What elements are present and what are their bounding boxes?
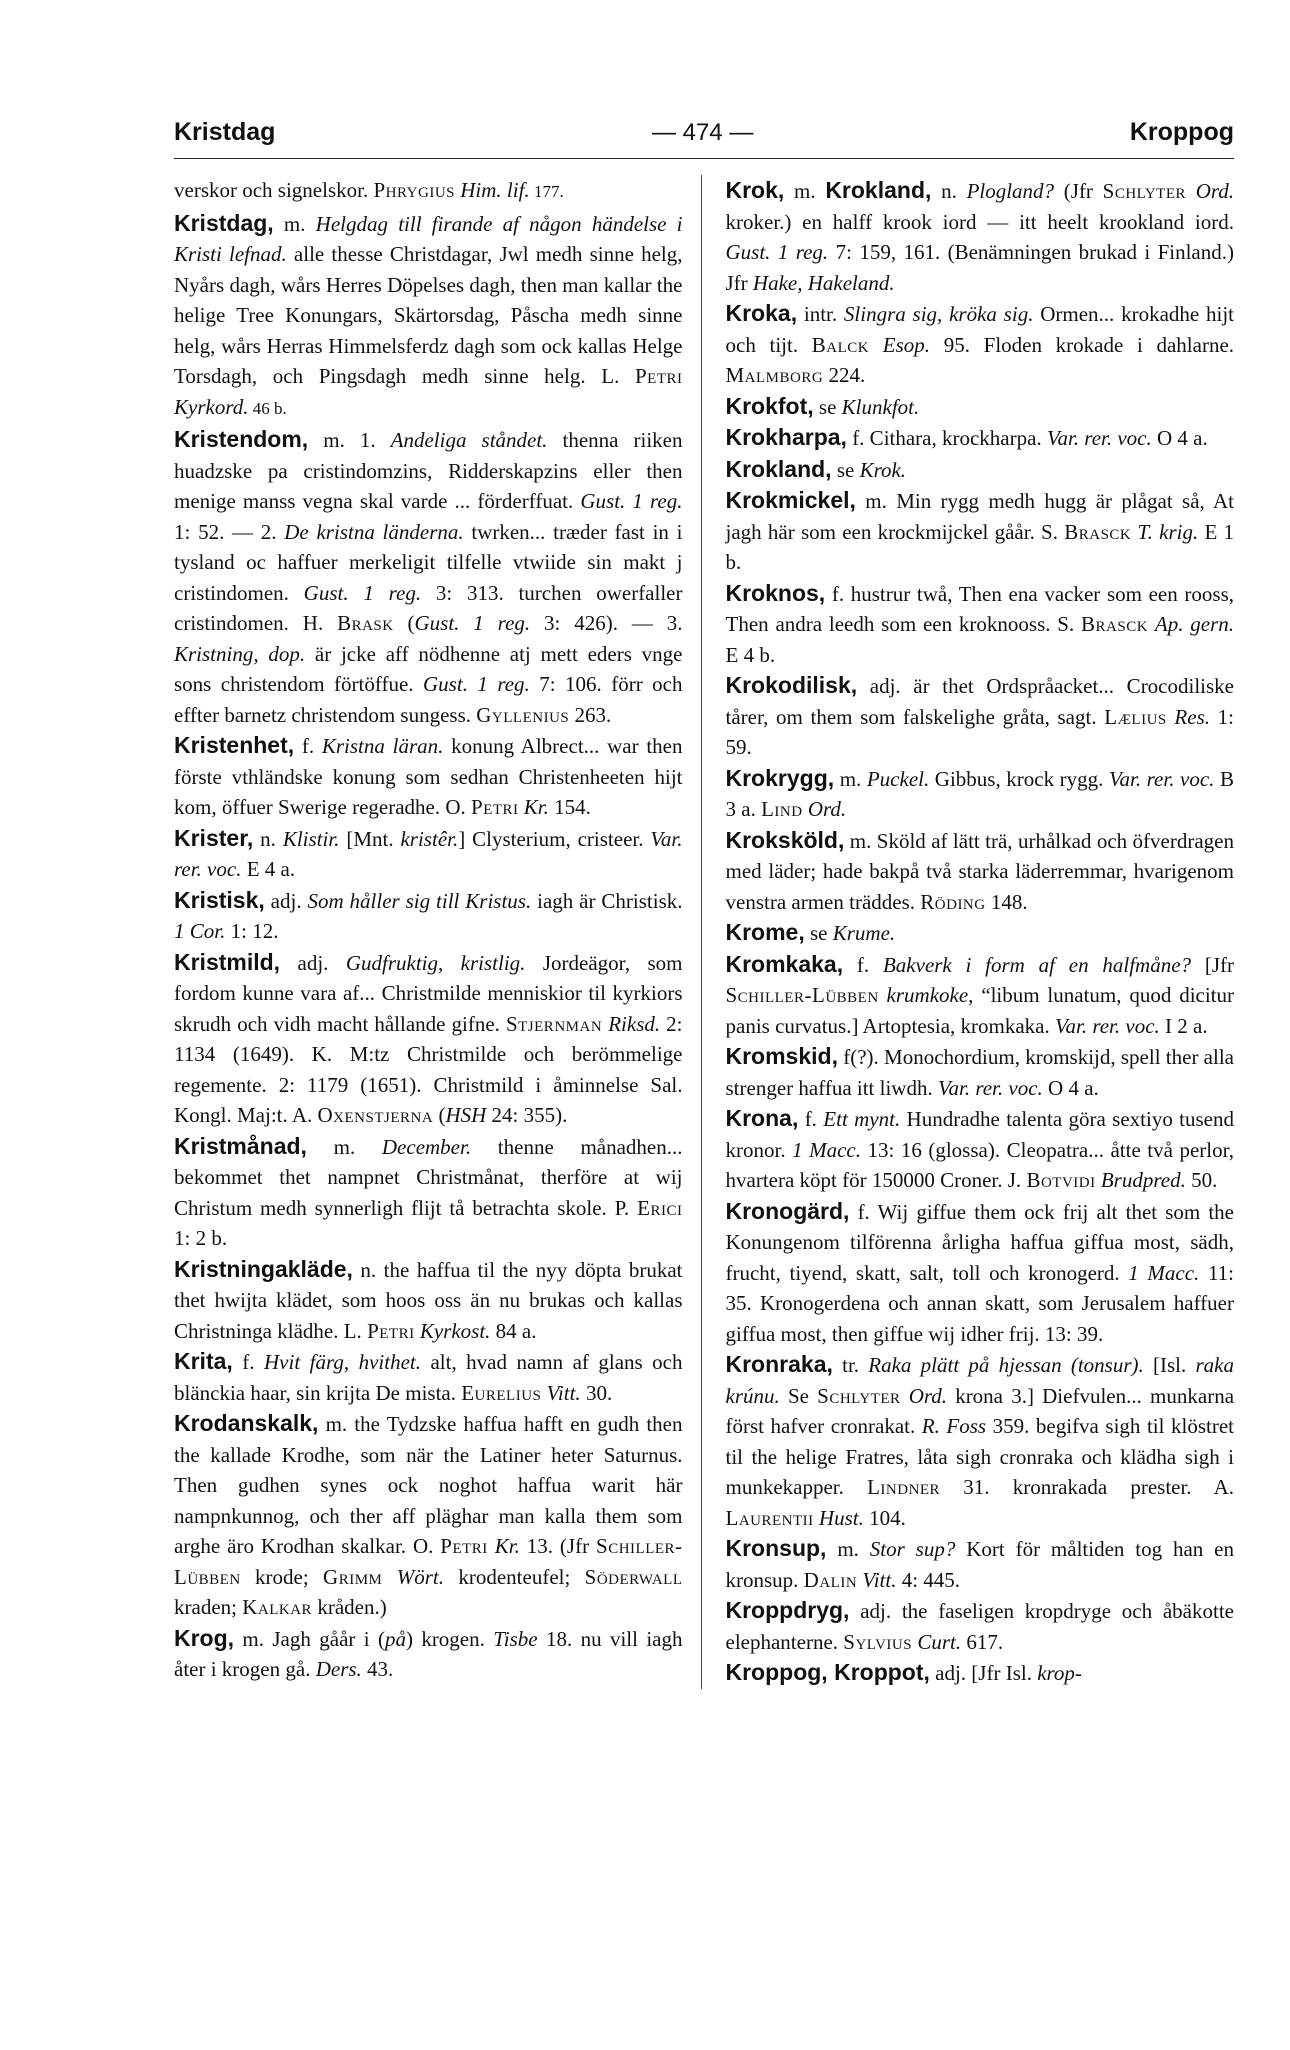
entry-text: kråden.) (312, 1595, 387, 1619)
entry-text: n. (253, 826, 283, 851)
entry-text: Schiller-Lübben (174, 1534, 683, 1589)
entry-text: 18. nu vill iagh åter i krogen gå. (174, 1626, 683, 1681)
entry-text: 11: 35. Kronogerdena och annan skatt, som Jerusalem haffuer giffua most, then giffue wij idher frij. 13: 39. (725, 1260, 1235, 1346)
dictionary-entry (726, 298, 1235, 391)
entry-text: Hundradhe talenta göra sextiyo tusend kronor. (725, 1107, 1234, 1162)
entry-text: tr. (832, 1353, 869, 1377)
entry-text: kristêr. (400, 826, 459, 851)
entry-text: E 4 a. (241, 857, 296, 881)
entry-text: Gust. 1 reg. (423, 672, 530, 696)
entry-text: E 4 b. (725, 642, 776, 667)
headword: Krokland, (725, 455, 832, 482)
entry-text: Slingra sig, kröka sig. (843, 302, 1034, 326)
entry-text: konung Albrect... war then förste vthländske konung som sedhan Christenheeten hijt kom, öffuer Swerige regeradhe. O. (174, 734, 683, 819)
entry-text: [Mnt. (339, 826, 401, 851)
headword: Kristningakläde, (174, 1255, 353, 1282)
entry-text: Petri (367, 1318, 415, 1343)
entry-text: Ord. (1195, 179, 1235, 203)
entry-text: m. (273, 211, 316, 236)
entry-text: 224. (823, 363, 866, 387)
dictionary-entry (726, 1349, 1235, 1533)
running-head (174, 118, 1234, 150)
entry-text: Tisbe (493, 1626, 538, 1651)
headword: Kroknos, (725, 579, 826, 606)
entry-text: f. (232, 1350, 264, 1374)
dictionary-entry (174, 823, 683, 885)
entry-text: Hvit färg, hvithet. (264, 1350, 421, 1374)
entry-text: Kort för måltiden tog han en kronsup. (725, 1537, 1234, 1592)
entry-text: f. (798, 1107, 824, 1131)
entry-text: HSH (445, 1103, 487, 1127)
entry-text: adj. är thet Ordspråacket... Crocodiliske tårer, om them som falskelighe gråta, sagt. (725, 674, 1234, 729)
entry-text (488, 1534, 495, 1558)
entry-text: m. Sköld af lätt trä, urhålkad och öfverdragen med läder; hade bakpå två starka läderremmar, hvarigenom venstra armen träddes. (725, 828, 1234, 914)
entry-text: Schlyter (1102, 179, 1186, 203)
entry-text: Kr. (523, 795, 549, 819)
entry-text: (Jfr (1054, 179, 1103, 203)
entry-text (1148, 612, 1155, 636)
dictionary-entry (174, 885, 683, 947)
entry-text: krode; (240, 1564, 324, 1589)
entry-text: 1 Macc. (1128, 1260, 1200, 1285)
dictionary-entry (726, 485, 1235, 578)
dictionary-entry (726, 825, 1235, 918)
dictionary-entry (726, 949, 1235, 1042)
entry-text: Esop. (882, 332, 931, 357)
entry-text: ( (393, 611, 415, 635)
entry-text: Eurelius (461, 1380, 542, 1405)
entry-text: kroker.) en halff krook iord — itt heelt krookland iord. (725, 209, 1234, 234)
entry-text: 43. (361, 1657, 394, 1681)
entry-text: 148. (985, 889, 1028, 914)
dictionary-entry (174, 1346, 683, 1408)
headword: Kroppog, Kroppot, (725, 1659, 930, 1685)
headword: Kromkaka, (725, 950, 844, 977)
entry-text: m. (306, 1134, 382, 1159)
entry-text: Raka plätt på hjessan (tonsur). (868, 1353, 1144, 1377)
entry-text: Res. (1174, 704, 1210, 729)
dictionary-entry (726, 1595, 1235, 1657)
entry-text: Lælius (1104, 704, 1167, 729)
dictionary-entry (174, 947, 683, 1131)
entry-text: krodenteufel; (444, 1564, 585, 1589)
entry-text: 2: 1134 (1649). K. M:tz Christmilde och berömmelige regemente. 2: 1179 (1651). Christmild i åminnelse Sal. Kongl. Maj:t. A. (174, 1011, 683, 1127)
entry-text: Var. rer. voc. (1055, 1013, 1160, 1038)
entry-text: alt, hvad namn af glans och blänckia haar, sin krijta De mista. (174, 1350, 683, 1405)
entry-text: Kyrkord. (174, 394, 249, 419)
entry-text: Gust. 1 reg. (580, 489, 683, 513)
dictionary-entry (726, 1657, 1235, 1689)
headword: Kristendom, (174, 426, 309, 452)
entry-text: Grimm (323, 1564, 383, 1589)
entry-text: Ormen... krokadhe hijt och tijt. (725, 302, 1235, 357)
dictionary-entry (726, 454, 1235, 486)
entry-text: är jcke aff nödhenne atj mett eders vnge sons christendom förtöffue. (174, 641, 683, 696)
entry-text: thenne månadhen... bekommet thet nampnet Christmånat, therföre at wij Christum medh synnerligh flijt tå betrachta skole. P. (174, 1134, 683, 1220)
left-column (174, 175, 701, 1689)
entry-text: Plogland? (966, 179, 1055, 203)
entry-text: Erici (637, 1195, 683, 1220)
entry-text: Lind (761, 797, 803, 821)
header-left-guideword: Kristdag (174, 118, 276, 146)
entry-text: m. Min rygg medh hugg är plågat så, At jagh här som een krockmijckel gåår. S. (725, 489, 1234, 544)
entry-text: Botvidi (1026, 1168, 1096, 1192)
entry-text: Sylvius (843, 1629, 913, 1654)
entry-text: De kristna länderna. (284, 519, 464, 544)
entry-text: Wört. (396, 1564, 444, 1589)
entry-text: Kristna läran. (321, 734, 444, 758)
entry-text: 7: 159, 161. (Benämningen brukad i Finland.) Jfr (725, 240, 1234, 295)
headword: Kronogärd, (725, 1197, 850, 1224)
entry-text: adj. (264, 888, 308, 913)
headword: Kristmild, (174, 948, 281, 975)
entry-text: 1: 2 b. (174, 1226, 228, 1250)
entry-text: Vitt. (546, 1380, 581, 1405)
headword: Krokmickel, (725, 487, 856, 513)
entry-text: Brudpred. (1100, 1168, 1186, 1192)
entry-text: Gust. 1 reg. (725, 240, 829, 264)
entry-text: m. (826, 1537, 870, 1561)
headword: Krog, (174, 1624, 235, 1651)
entry-text: 7: 106. förr och effter barnetz christendom sungess. (174, 672, 683, 727)
entry-text: Dalin (803, 1567, 858, 1592)
entry-text: 359. begifva sigh til klöstret til the helige Fratres, låta sigh cronraka och klädha sigh i munkekapper. (725, 1414, 1234, 1499)
entry-text: Brasck (1064, 519, 1132, 544)
headword: Krokrygg, (725, 764, 835, 791)
dictionary-entry (726, 1041, 1235, 1103)
entry-text (382, 1565, 396, 1589)
entry-text: f. (843, 952, 883, 977)
entry-text: R. Foss (921, 1414, 987, 1438)
entry-text: Krume. (832, 921, 896, 945)
entry-text: kraden; (174, 1595, 243, 1619)
columns (174, 175, 1234, 1689)
entry-text: krop- (1037, 1661, 1082, 1685)
entry-text: E 1 b. (725, 519, 1235, 574)
entry-text: 84 a. (490, 1318, 537, 1343)
entry-text (869, 333, 883, 357)
entry-text: Stor sup? (869, 1537, 956, 1561)
entry-text: 1 Macc. (792, 1137, 861, 1162)
headword: Kristisk, (174, 886, 265, 913)
entry-text: Phrygius (373, 178, 456, 202)
dictionary-entry (726, 1533, 1235, 1595)
entry-text: 617. (961, 1629, 1004, 1654)
entry-text: f. Cithara, krockharpa. (846, 426, 1047, 450)
headword: Krodanskalk, (174, 1410, 319, 1436)
headword: Kristmånad, (174, 1132, 307, 1159)
dictionary-entry (174, 1131, 683, 1254)
entry-text: m. Jagh gåår i ( (234, 1626, 385, 1651)
entry-text: Brasck (1081, 612, 1149, 636)
entry-text: Hust. (818, 1505, 864, 1530)
entry-text: Krok. (859, 457, 907, 482)
headword: Krona, (725, 1105, 799, 1131)
entry-text: 104. (863, 1505, 906, 1530)
headword: Kroksköld, (725, 826, 845, 853)
headword: Krome, (725, 919, 805, 945)
entry-text: Petri (440, 1534, 488, 1558)
entry-text: se (804, 921, 833, 945)
entry-text: 4: 445. (896, 1567, 961, 1592)
entry-text: 3: 426). — 3. (530, 611, 683, 635)
dictionary-entry (174, 1254, 683, 1347)
entry-text: 13. (Jfr (519, 1534, 597, 1558)
entry-text: f. (294, 734, 322, 758)
dictionary-entry (174, 1408, 683, 1623)
headword: Kronsup, (725, 1535, 827, 1561)
entry-text: Ord. (807, 797, 847, 821)
right-column (701, 175, 1235, 1689)
headword: Krokland, (825, 177, 932, 203)
entry-text: 154. (548, 795, 591, 819)
entry-text: Puckel. (866, 766, 930, 791)
entry-text: m. (784, 179, 826, 203)
entry-text: Andeliga ståndet. (390, 428, 548, 452)
entry-text: på (384, 1626, 406, 1651)
entry-text: Klistir. (282, 826, 340, 851)
entry-text: Ord. (908, 1383, 947, 1408)
entry-text: O 4 a. (1151, 426, 1208, 450)
entry-text: Röding (920, 889, 986, 914)
entry-text: Kalkar (242, 1595, 313, 1619)
dictionary-entry (174, 208, 683, 425)
headword: Krok, (725, 177, 785, 203)
entry-text: 177. (529, 182, 564, 201)
entry-text: Var. rer. voc. (1046, 426, 1152, 450)
entry-text: 95. Floden krokade i dahlarne. (930, 332, 1235, 357)
entry-text: thenna riiken huadzske pa cristindomzins, Ridderskapzins eller then menige manss vegna skal varde ... förderffuat. (174, 428, 683, 513)
entry-text: Him. lif. (460, 178, 530, 202)
entry-text (900, 1384, 908, 1408)
entry-text: Gust. 1 reg. (414, 611, 531, 635)
entry-text: Klunkfot. (841, 394, 920, 419)
entry-text (1186, 179, 1196, 203)
entry-text: adj. the faseligen kropdryge och åbäkotte elephanterne. (725, 1599, 1234, 1654)
entry-text: “libum lunatum, quod dicitur panis curvatus.] Artoptesia, kromkaka. (725, 983, 1235, 1038)
entry-text: 263. (569, 702, 612, 727)
entry-text: se (831, 457, 860, 482)
dictionary-entry (726, 422, 1235, 454)
entry-text: m. 1. (308, 428, 391, 452)
entry-text: Brask (337, 611, 394, 635)
entry-text: Vitt. (862, 1567, 897, 1592)
dictionary-entry (726, 917, 1235, 949)
entry-text: Kristning, dop. (174, 641, 306, 666)
header-rule (174, 158, 1234, 159)
entry-text: Se (779, 1383, 818, 1408)
dictionary-entry (174, 1623, 683, 1685)
entry-text: 31. kronrakada prester. A. (940, 1475, 1234, 1499)
entry-text: 30. (580, 1380, 613, 1405)
entry-text: intr. (797, 302, 844, 326)
entry-text: 1 Cor. (174, 919, 226, 943)
entry-text: 50. (1185, 1168, 1218, 1192)
entry-text: Jordeägor, som fordom kunne vara af... Christmilde menniskior til kyrkiors skrudh och vidh macht hållande gifne. (174, 950, 683, 1036)
entry-text: 3: 313. turchen owerfaller cristindomen. H. (174, 580, 683, 635)
entry-text: ( (433, 1103, 446, 1127)
entry-text: se (813, 394, 842, 419)
entry-text: [Isl. (1143, 1353, 1196, 1377)
entry-text: f. hustrur twå, Then ena vacker som een rooss, Then andra leedh som een kroknooss. S. (725, 581, 1234, 636)
entry-text: [Jfr (1191, 952, 1234, 977)
entry-text (879, 983, 887, 1007)
entry-text: 1: 59. (725, 704, 1234, 759)
dictionary-entry (726, 578, 1235, 671)
headword: Krokodilisk, (725, 672, 858, 698)
headword: Kroka, (725, 300, 798, 326)
entry-text: Schiller-Lübben (725, 983, 879, 1007)
entry-text: adj. [Jfr Isl. (929, 1661, 1038, 1685)
entry-text: T. krig. (1137, 519, 1199, 544)
headword: Krokfot, (725, 392, 814, 419)
entry-text: Ders. (315, 1657, 362, 1681)
dictionary-entry (174, 424, 683, 730)
entry-text: alle thesse Christdagar, Jwl medh sinne helg, Nyårs dagh, wårs Herres Döpelses dagh, then man kallar the helige Tree Konungars, Skärtorsdag, Påscha medh sinne helg, wårs Herras Himmelsferdz dagh som ock kallas Helge Torsdagh, och Pingsdagh medh sinne helg. L. (174, 242, 683, 388)
dictionary-entry (174, 730, 683, 823)
entry-text: ] Clysterium, cristeer. (458, 826, 651, 851)
entry-text: m. the Tydzske haffua hafft en gudh then the kallade Krodhe, som när the Latiner heter Saturnus. Then gudhen synes ock noghot haffua warit här nampnkunnog, och ther aff pläghar man kalla them som arghe äro Krodhan skalkar. O. (174, 1412, 683, 1558)
entry-text: iagh är Christisk. (531, 888, 683, 913)
entry-text: O 4 a. (1042, 1075, 1099, 1100)
entry-text: 46 b. (248, 398, 287, 418)
entry-text: twrken... træder fast in i tysland oc haffuer merkeligit tilfelle vtwiide sin makt j cristindomen. (174, 519, 683, 605)
header-right-guideword: Kroppog (1129, 118, 1234, 146)
entry-text: n. the haffua til the nyy döpta brukat thet hwijta klädet, som hoos oss än nu brukas och kallas Christninga klädhe. L. (174, 1257, 683, 1343)
headword: Krokharpa, (725, 424, 847, 450)
dictionary-entry (174, 175, 683, 208)
entry-text: Hake, Hakeland. (752, 270, 895, 295)
page-number: — 474 — (651, 119, 754, 146)
entry-text: Var. rer. voc. (1108, 766, 1215, 791)
headword: Krister, (174, 824, 254, 851)
headword: Kristdag, (174, 209, 274, 236)
entry-text: verskor och signelskor. (174, 178, 374, 202)
entry-text: Var. rer. voc. (174, 826, 683, 881)
entry-text: Var. rer. voc. (937, 1075, 1043, 1100)
entry-text: December. (381, 1134, 472, 1159)
entry-text: krumkoke, (886, 983, 974, 1007)
entry-text: Stjernman (505, 1011, 603, 1036)
headword: Kromskid, (725, 1043, 838, 1069)
entry-text: Bakverk i form af en halfmåne? (882, 952, 1192, 977)
entry-text: f(?). Monochordium, kromskijd, spell ther alla strenger haffua itt liwdh. (725, 1045, 1234, 1100)
entry-text: ) krogen. (405, 1626, 494, 1651)
entry-text: Riksd. (608, 1011, 661, 1036)
entry-text: adj. (280, 950, 346, 975)
entry-text: 13: 16 (glossa). Cleopatra... åtte två perlor, hvartera köpt för 150000 Croner. J. (725, 1137, 1235, 1192)
headword: Krita, (174, 1348, 233, 1374)
headword: Kronraka, (725, 1351, 833, 1377)
headword: Kroppdryg, (725, 1597, 850, 1623)
entry-text: Curt. (917, 1629, 962, 1654)
entry-text: I 2 a. (1159, 1013, 1208, 1038)
entry-text: Gyllenius (476, 702, 570, 727)
entry-text: Gudfruktig, kristlig. (345, 950, 526, 975)
entry-text: Balck (811, 332, 870, 357)
entry-text: Som håller sig till Kristus. (307, 888, 532, 913)
entry-text: B 3 a. (725, 766, 1234, 821)
dictionary-entry (726, 763, 1235, 825)
dictionary-entry (726, 175, 1235, 298)
entry-text: 1: 52. — 2. (174, 519, 285, 544)
entry-text: Petri (471, 795, 519, 819)
entry-text: n. (931, 179, 967, 203)
entry-text: Lindner (867, 1475, 941, 1499)
entry-text: Oxenstjerna (317, 1103, 434, 1127)
entry-text: Laurentii (725, 1505, 814, 1530)
dictionary-entry (726, 1103, 1235, 1196)
entry-text: Malmborg (725, 363, 824, 387)
entry-text: krona 3.] Diefvulen... munkarna först hafver cronrakat. (725, 1383, 1235, 1438)
dictionary-entry (726, 670, 1235, 763)
entry-text: Söderwall (584, 1564, 683, 1589)
entry-text: raka krúnu. (725, 1353, 1234, 1408)
entry-text: Petri (634, 364, 683, 388)
entry-text: Gibbus, krock rygg. (929, 766, 1109, 791)
entry-text: Ap. gern. (1154, 612, 1234, 636)
headword: Kristenhet, (174, 732, 295, 758)
entry-text: Gust. 1 reg. (303, 580, 422, 605)
entry-text: Helgdag till firande af någon händelse i Kristi lefnad. (174, 211, 683, 266)
entry-text: Ett mynt. (823, 1107, 901, 1131)
entry-text: Kyrkost. (419, 1318, 491, 1343)
dictionary-entry (726, 1196, 1235, 1350)
entry-text: 24: 355). (486, 1103, 568, 1127)
entry-text: Schlyter (817, 1383, 901, 1408)
entry-text: f. Wij giffue them ock frij alt thet som the Konungenom tilförenna årligha haffua giffua most, sädh, frucht, tiyend, skatt, salt, toll och kronogerd. (725, 1199, 1234, 1285)
entry-text: m. (834, 766, 867, 791)
entry-text: 1: 12. (225, 919, 279, 943)
dictionary-entry (726, 391, 1235, 423)
entry-text: Kr. (494, 1534, 520, 1558)
